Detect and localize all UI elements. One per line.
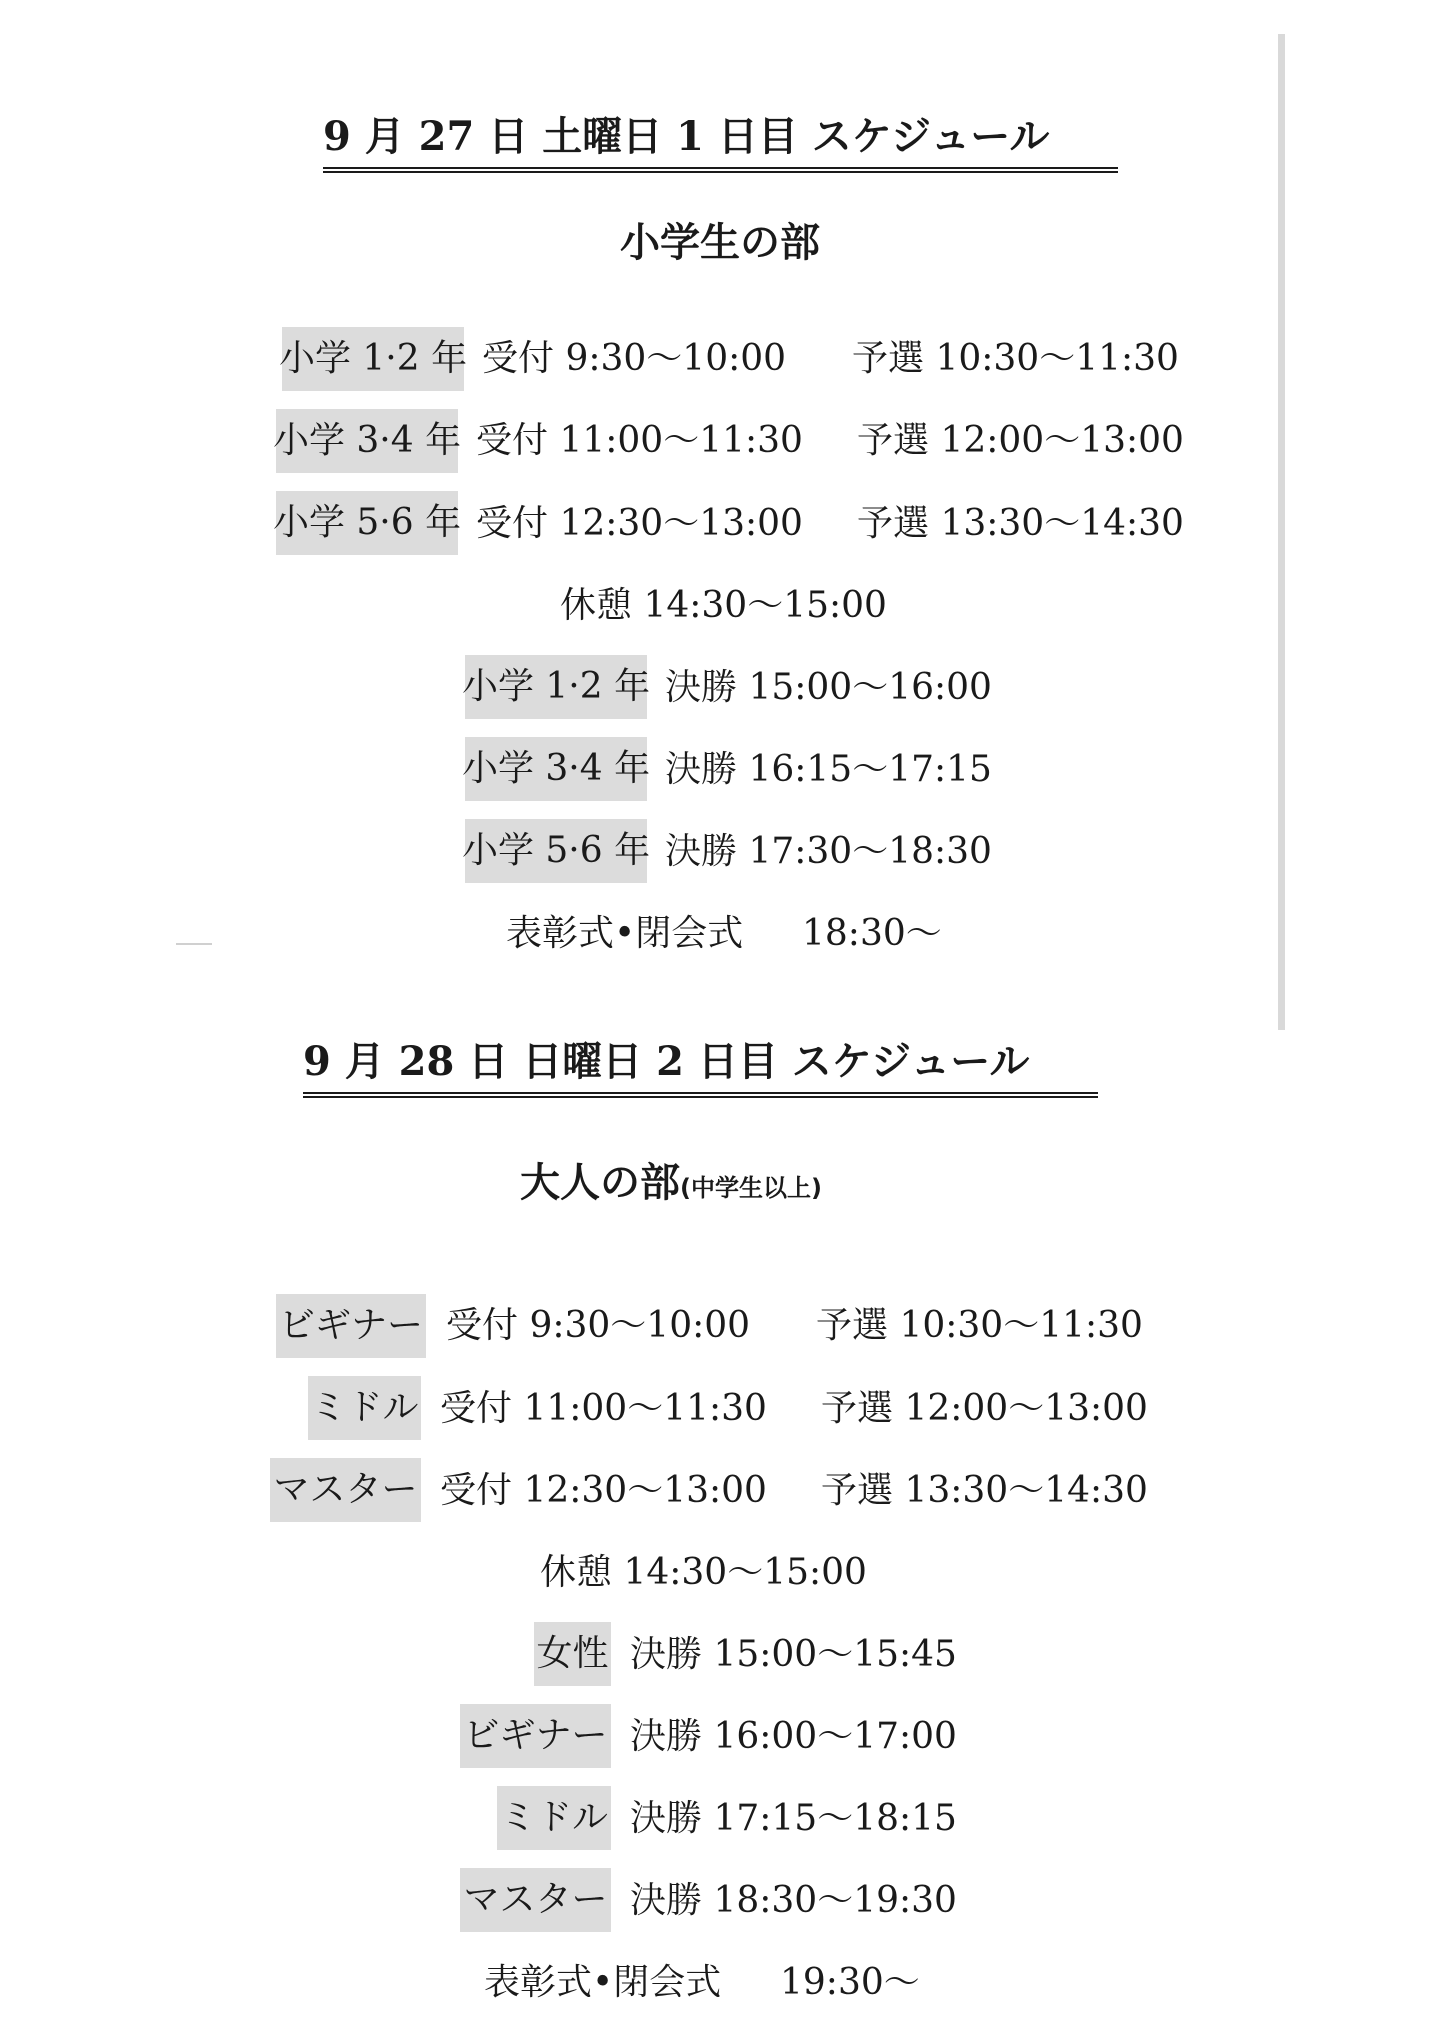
day2-final-group-1: 女性 <box>534 1622 611 1686</box>
day2-section-note: (中学生以上) <box>680 1174 822 1202</box>
day2-final-group-4: マスター <box>460 1868 611 1932</box>
day2-final-3: 決勝 17:15〜18:15 <box>630 1798 957 1839</box>
day2-prelim-group-1: ビギナー <box>276 1294 426 1358</box>
day2-final-1: 決勝 15:00〜15:45 <box>630 1634 957 1675</box>
day1-break: 休憩 14:30〜15:00 <box>560 585 887 626</box>
day1-section-title: 小学生の部 <box>620 220 820 266</box>
day2-ceremony-label: 表彰式•閉会式 <box>484 1962 722 2003</box>
day1-heading: 9 月 27 日 土曜日 1 日目 スケジュール <box>323 117 1118 173</box>
day1-ceremony-time: 18:30〜 <box>802 913 942 954</box>
day1-prelim-3: 予選 13:30〜14:30 <box>857 503 1184 544</box>
day2-section-title <box>520 1160 822 1206</box>
margin-dash <box>176 943 212 945</box>
day2-prelim-1: 予選 10:30〜11:30 <box>816 1305 1143 1346</box>
day2-section-title-text: 大人の部 <box>520 1160 680 1206</box>
day1-ceremony-label: 表彰式•閉会式 <box>506 913 744 954</box>
day2-prelim-3: 予選 13:30〜14:30 <box>821 1470 1148 1511</box>
day2-final-4: 決勝 18:30〜19:30 <box>630 1880 957 1921</box>
day2-break: 休憩 14:30〜15:00 <box>540 1552 867 1593</box>
day2-prelim-2: 予選 12:00〜13:00 <box>821 1388 1148 1429</box>
day1-prelim-2: 予選 12:00〜13:00 <box>857 420 1184 461</box>
day2-reception-3: 受付 12:30〜13:00 <box>440 1470 767 1511</box>
day2-heading: 9 月 28 日 日曜日 2 日目 スケジュール <box>303 1042 1098 1098</box>
day1-prelim-group-3: 小学 5·6 年 <box>276 491 458 555</box>
day1-final-1: 決勝 15:00〜16:00 <box>665 667 992 708</box>
day1-prelim-1: 予選 10:30〜11:30 <box>852 338 1179 379</box>
day2-final-group-2: ビギナー <box>460 1704 611 1768</box>
day1-prelim-group-2: 小学 3·4 年 <box>276 409 458 473</box>
day1-reception-3: 受付 12:30〜13:00 <box>476 503 803 544</box>
day1-final-group-3: 小学 5·6 年 <box>465 819 647 883</box>
day2-prelim-group-3: マスター <box>270 1458 421 1522</box>
margin-rule <box>1278 34 1285 1030</box>
day2-reception-1: 受付 9:30〜10:00 <box>446 1305 751 1346</box>
day2-final-group-3: ミドル <box>497 1786 611 1850</box>
day1-reception-1: 受付 9:30〜10:00 <box>482 338 787 379</box>
day1-reception-2: 受付 11:00〜11:30 <box>476 420 803 461</box>
day1-final-group-2: 小学 3·4 年 <box>465 737 647 801</box>
day1-prelim-group-1: 小学 1·2 年 <box>282 327 464 391</box>
day1-final-group-1: 小学 1·2 年 <box>465 655 647 719</box>
day2-final-2: 決勝 16:00〜17:00 <box>630 1716 957 1757</box>
day2-ceremony-time: 19:30〜 <box>780 1962 920 2003</box>
day1-final-2: 決勝 16:15〜17:15 <box>665 749 992 790</box>
day1-final-3: 決勝 17:30〜18:30 <box>665 831 992 872</box>
day2-prelim-group-2: ミドル <box>308 1376 421 1440</box>
day2-reception-2: 受付 11:00〜11:30 <box>440 1388 767 1429</box>
